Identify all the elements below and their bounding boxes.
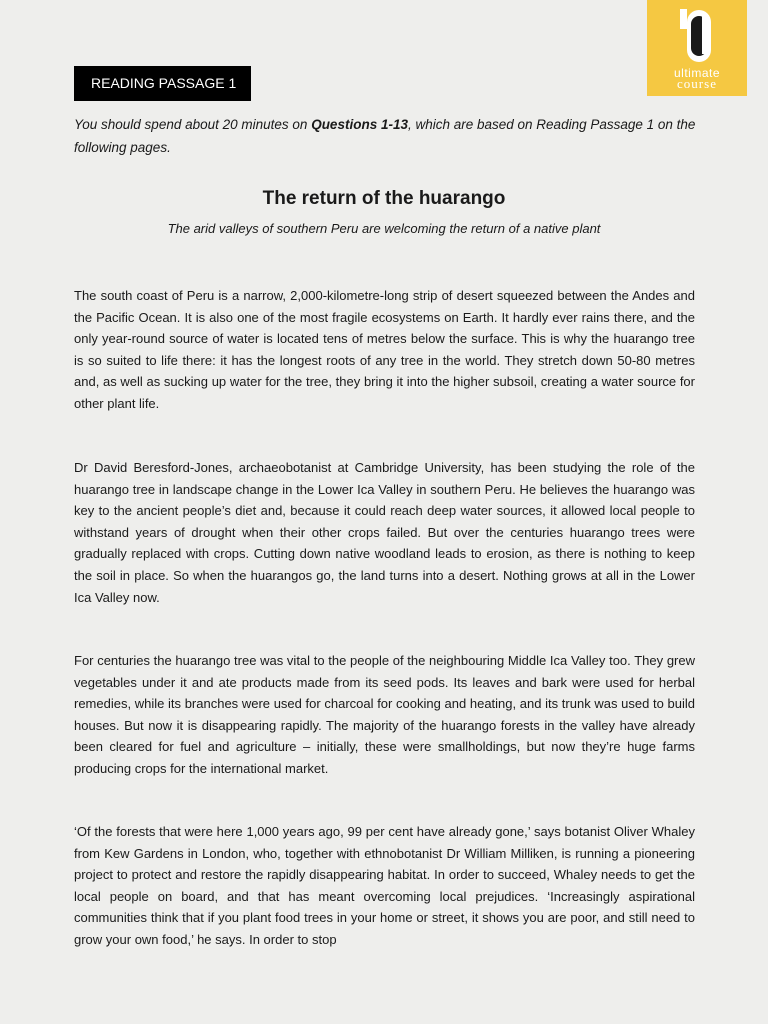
logo-line-1: ultimate — [673, 66, 721, 80]
article-title: The return of the huarango — [262, 188, 506, 209]
instructions-text-end: , which are based on Reading Passage 1 on the following pages. — [74, 117, 696, 155]
instructions-questions: Questions 1-13 — [311, 117, 408, 132]
u-logo-icon — [647, 0, 747, 66]
ultimate-course-logo — [647, 0, 747, 96]
article-paragraph: For centuries the huarango tree was vital to the people of the neighbouring Middle Ica Valley too. They grew vegetables under it and ate products made from its seed pods. Its leaves and bark were used for herbal remedies, while its branches were used for charcoal for cooking and heating, and its trunk was used to build houses. But now it is disappearing rapidly. The majority of the huarango forests in the valley have already been cleared for fuel and agriculture – initially, these were smallholdings, but now they’re huge farms producing crops for the international market. — [74, 653, 695, 776]
section-label: READING PASSAGE 1 — [74, 66, 251, 101]
article-paragraph: ‘Of the forests that were here 1,000 years ago, 99 per cent have already gone,’ says botanist Oliver Whaley from Kew Gardens in London, who, together with ethnobotanist Dr William Milliken, is running a pioneering project to protect and restore the rapidly disappearing habitat. In order to succeed, Whaley needs to get the local people on board, and that has meant overcoming local prejudices. ‘Increasingly aspirational communities think that if you plant food trees in your home or street, it shows you are poor, and still need to grow your own food,’ he says. In order to stop — [74, 824, 695, 947]
instructions — [74, 114, 704, 159]
article-paragraph: The south coast of Peru is a narrow, 2,000-kilometre-long strip of desert squeezed between the Andes and the Pacific Ocean. It is also one of the most fragile ecosystems on Earth. It hardly ever rains there, and the only year-round source of water is located tens of metres below the surface. This is why the huarango tree is so suited to life there: it has the longest roots of any tree in the world. They stretch down 50-80 metres and, as well as sucking up water for the tree, they bring it into the higher subsoil, creating a water source for other plant life. — [74, 288, 695, 411]
logo-line-2: course — [677, 76, 717, 91]
instructions-text: You should spend about 20 minutes on — [74, 117, 312, 132]
article-subtitle: The arid valleys of southern Peru are welcoming the return of a native plant — [167, 221, 601, 236]
article-paragraph: Dr David Beresford-Jones, archaeobotanist at Cambridge University, has been studying the role of the huarango tree in landscape change in the Lower Ica Valley in southern Peru. He believes the huarango was key to the ancient people’s diet and, because it could reach deep water sources, it allowed local people to withstand years of drought when their other crops failed. But over the centuries huarango trees were gradually replaced with crops. Cutting down native woodland leads to erosion, as there is nothing to keep the soil in place. So when the huarangos go, the land turns into a desert. Nothing grows at all in the Lower Ica Valley now. — [74, 460, 695, 605]
